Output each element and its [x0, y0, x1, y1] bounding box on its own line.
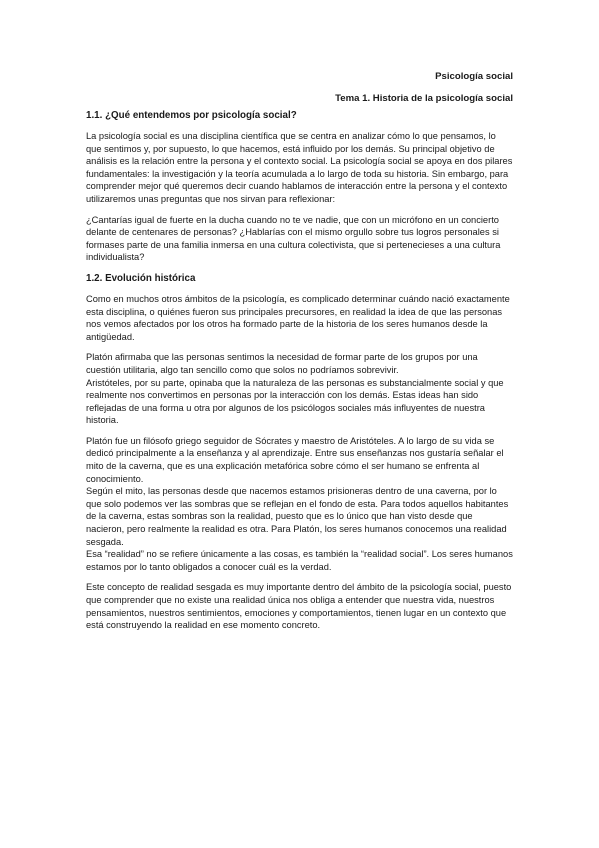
- paragraph: Esa “realidad” no se refiere únicamente a las cosas, es también la “realidad social”. Los seres humanos estamos por lo tanto obligados a conocer cuál es la verdad.: [86, 549, 513, 572]
- section-heading-1-1: 1.1. ¿Qué entendemos por psicología social?: [86, 110, 297, 121]
- paragraph: Como en muchos otros ámbitos de la psicología, es complicado determinar cuándo nació exactamente esta disciplina, o quiénes fueron sus principales precursores, en realidad la idea de que las personas nos vemos afectados por los otros ha formado parte de la historia de los seres humanos desde la antigüedad.: [86, 293, 510, 342]
- paragraph: ¿Cantarías igual de fuerte en la ducha cuando no te ve nadie, que con un micrófono en un concierto delante de centenares de personas? ¿Hablarías con el mismo orgullo sobre tus logros personales si formases parte de una familia inmersa en una cultura colectivista, que si pertenecieses a una cultura individualista?: [86, 214, 501, 263]
- paragraph: La psicología social es una disciplina científica que se centra en analizar cómo lo que pensamos, lo que sentimos y, por supuesto, lo que hacemos, está influido por los demás. Su principal objetivo de análisis es la relación entre la persona y el contexto social. La psicología social se apoya en dos pilares fundamentales: la investigación y la teoría acumulada a lo largo de toda su historia. Sin embargo, para comprender mejor qué queremos decir cuando hablamos de interacción entre la persona y el contexto utilizaremos unas preguntas que nos sirvan para reflexionar:: [86, 131, 513, 204]
- section-heading-1-2: 1.2. Evolución histórica: [86, 272, 196, 284]
- topic-title: Tema 1. Historia de la psicología social: [335, 93, 513, 104]
- course-title: Psicología social: [435, 71, 513, 82]
- paragraph: Este concepto de realidad sesgada es muy importante dentro del ámbito de la psicología social, puesto que comprender que no existe una realidad única nos obliga a entender que nuestra vida, nuestros pensamientos, nuestros sentimientos, emociones y comportamientos, tienen lugar en un contexto que está construyendo la realidad en ese momento concreto.: [86, 582, 512, 631]
- paragraph: Según el mito, las personas desde que nacemos estamos prisioneras dentro de una caverna, por lo que solo podemos ver las sombras que se reflejan en el fondo de esta. Para todos aquellos habitantes de la caverna, estas sombras son la realidad, puesto que es lo único que han visto desde que nacieron, pero realmente la realidad es otra. Para Platón, los seres humanos conocemos una realidad sesgada.: [86, 486, 509, 547]
- paragraph: Platón afirmaba que las personas sentimos la necesidad de formar parte de los grupos por una cuestión utilitaria, algo tan sencillo como que solos no podríamos sobrevivir.: [86, 352, 478, 375]
- paragraph: Aristóteles, por su parte, opinaba que la naturaleza de las personas es substancialmente social y que realmente nos convertimos en personas por la interacción con los demás. Estas ideas han sido reflejadas de una forma u otra por algunos de los psicólogos sociales más influyentes de nuestra historia.: [86, 377, 504, 426]
- paragraph: Platón fue un filósofo griego seguidor de Sócrates y maestro de Aristóteles. A lo largo de su vida se dedicó principalmente a la enseñanza y al aprendizaje. Entre sus enseñanzas nos gustaría señalar el mito de la caverna, que es una explicación metafórica sobre cómo el ser humano se enfrenta al conocimiento.: [86, 435, 504, 484]
